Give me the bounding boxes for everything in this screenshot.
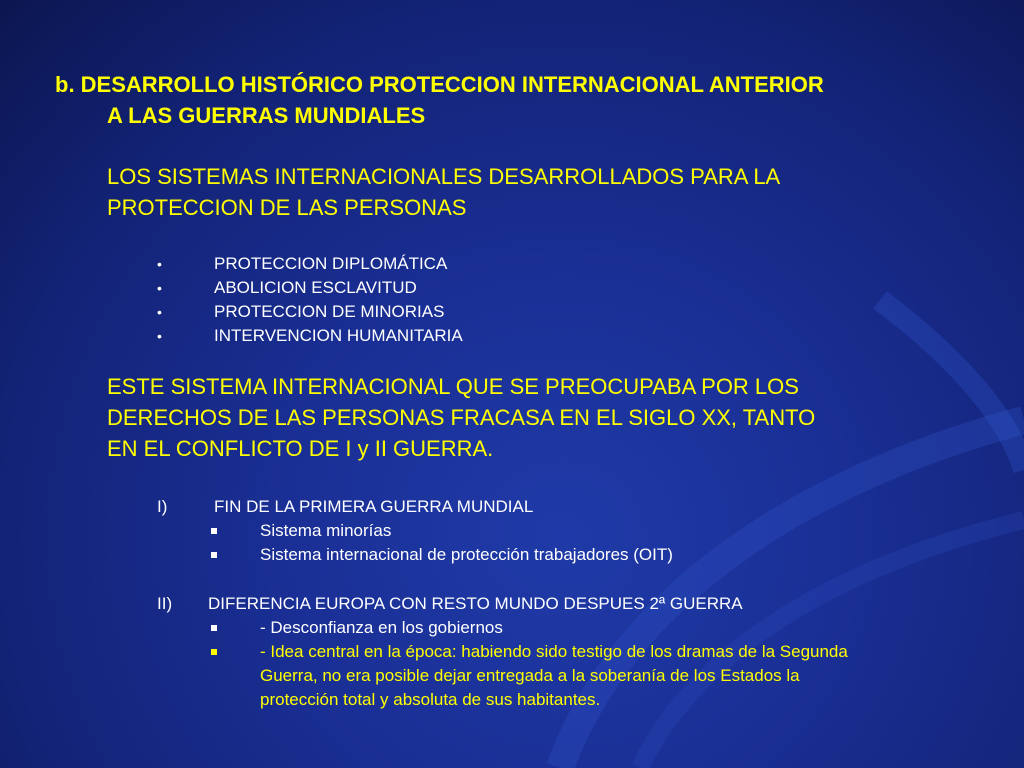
section-i-item: Sistema minorías xyxy=(260,521,392,540)
systems-heading-line-1: LOS SISTEMAS INTERNACIONALES DESARROLLADOS PARA LA xyxy=(107,164,781,189)
section-i-item: Sistema internacional de protección trabajadores (OIT) xyxy=(260,545,673,564)
section-ii-item-2-line-1: - Idea central en la época: habiendo sido testigo de los dramas de la Segunda xyxy=(260,642,848,661)
systems-list-item: ABOLICION ESCLAVITUD xyxy=(214,278,417,297)
systems-list-item: INTERVENCION HUMANITARIA xyxy=(214,326,463,345)
square-bullet-icon xyxy=(211,649,217,655)
failure-text-line-3: EN EL CONFLICTO DE I y II GUERRA. xyxy=(107,436,494,461)
failure-text-line-2: DERECHOS DE LAS PERSONAS FRACASA EN EL SIGLO XX, TANTO xyxy=(107,405,816,430)
section-ii-item-2-line-3: protección total y absoluta de sus habitantes. xyxy=(260,690,601,709)
bullet-icon: • xyxy=(157,256,162,272)
slide-title-line-2: A LAS GUERRAS MUNDIALES xyxy=(107,103,426,128)
section-ii-item-1: - Desconfianza en los gobiernos xyxy=(260,618,503,637)
systems-list-item: PROTECCION DIPLOMÁTICA xyxy=(214,254,448,273)
section-ii-item-2-line-2: Guerra, no era posible dejar entregada a la soberanía de los Estados la xyxy=(260,666,800,685)
section-i-marker: I) xyxy=(157,497,168,516)
failure-text-line-1: ESTE SISTEMA INTERNACIONAL QUE SE PREOCUPABA POR LOS xyxy=(107,374,799,399)
square-bullet-icon xyxy=(211,552,217,558)
bullet-icon: • xyxy=(157,280,162,296)
square-bullet-icon xyxy=(211,528,217,534)
systems-list-item: PROTECCION DE MINORIAS xyxy=(214,302,445,321)
section-ii-marker: II) xyxy=(157,594,173,613)
section-ii-heading: DIFERENCIA EUROPA CON RESTO MUNDO DESPUES 2ª GUERRA xyxy=(208,594,743,613)
systems-heading-line-2: PROTECCION DE LAS PERSONAS xyxy=(107,195,467,220)
bullet-icon: • xyxy=(157,328,162,344)
bullet-icon: • xyxy=(157,304,162,320)
slide-title-line-1: b. DESARROLLO HISTÓRICO PROTECCION INTERNACIONAL ANTERIOR xyxy=(55,72,824,97)
square-bullet-icon xyxy=(211,625,217,631)
section-i-heading: FIN DE LA PRIMERA GUERRA MUNDIAL xyxy=(214,497,534,516)
